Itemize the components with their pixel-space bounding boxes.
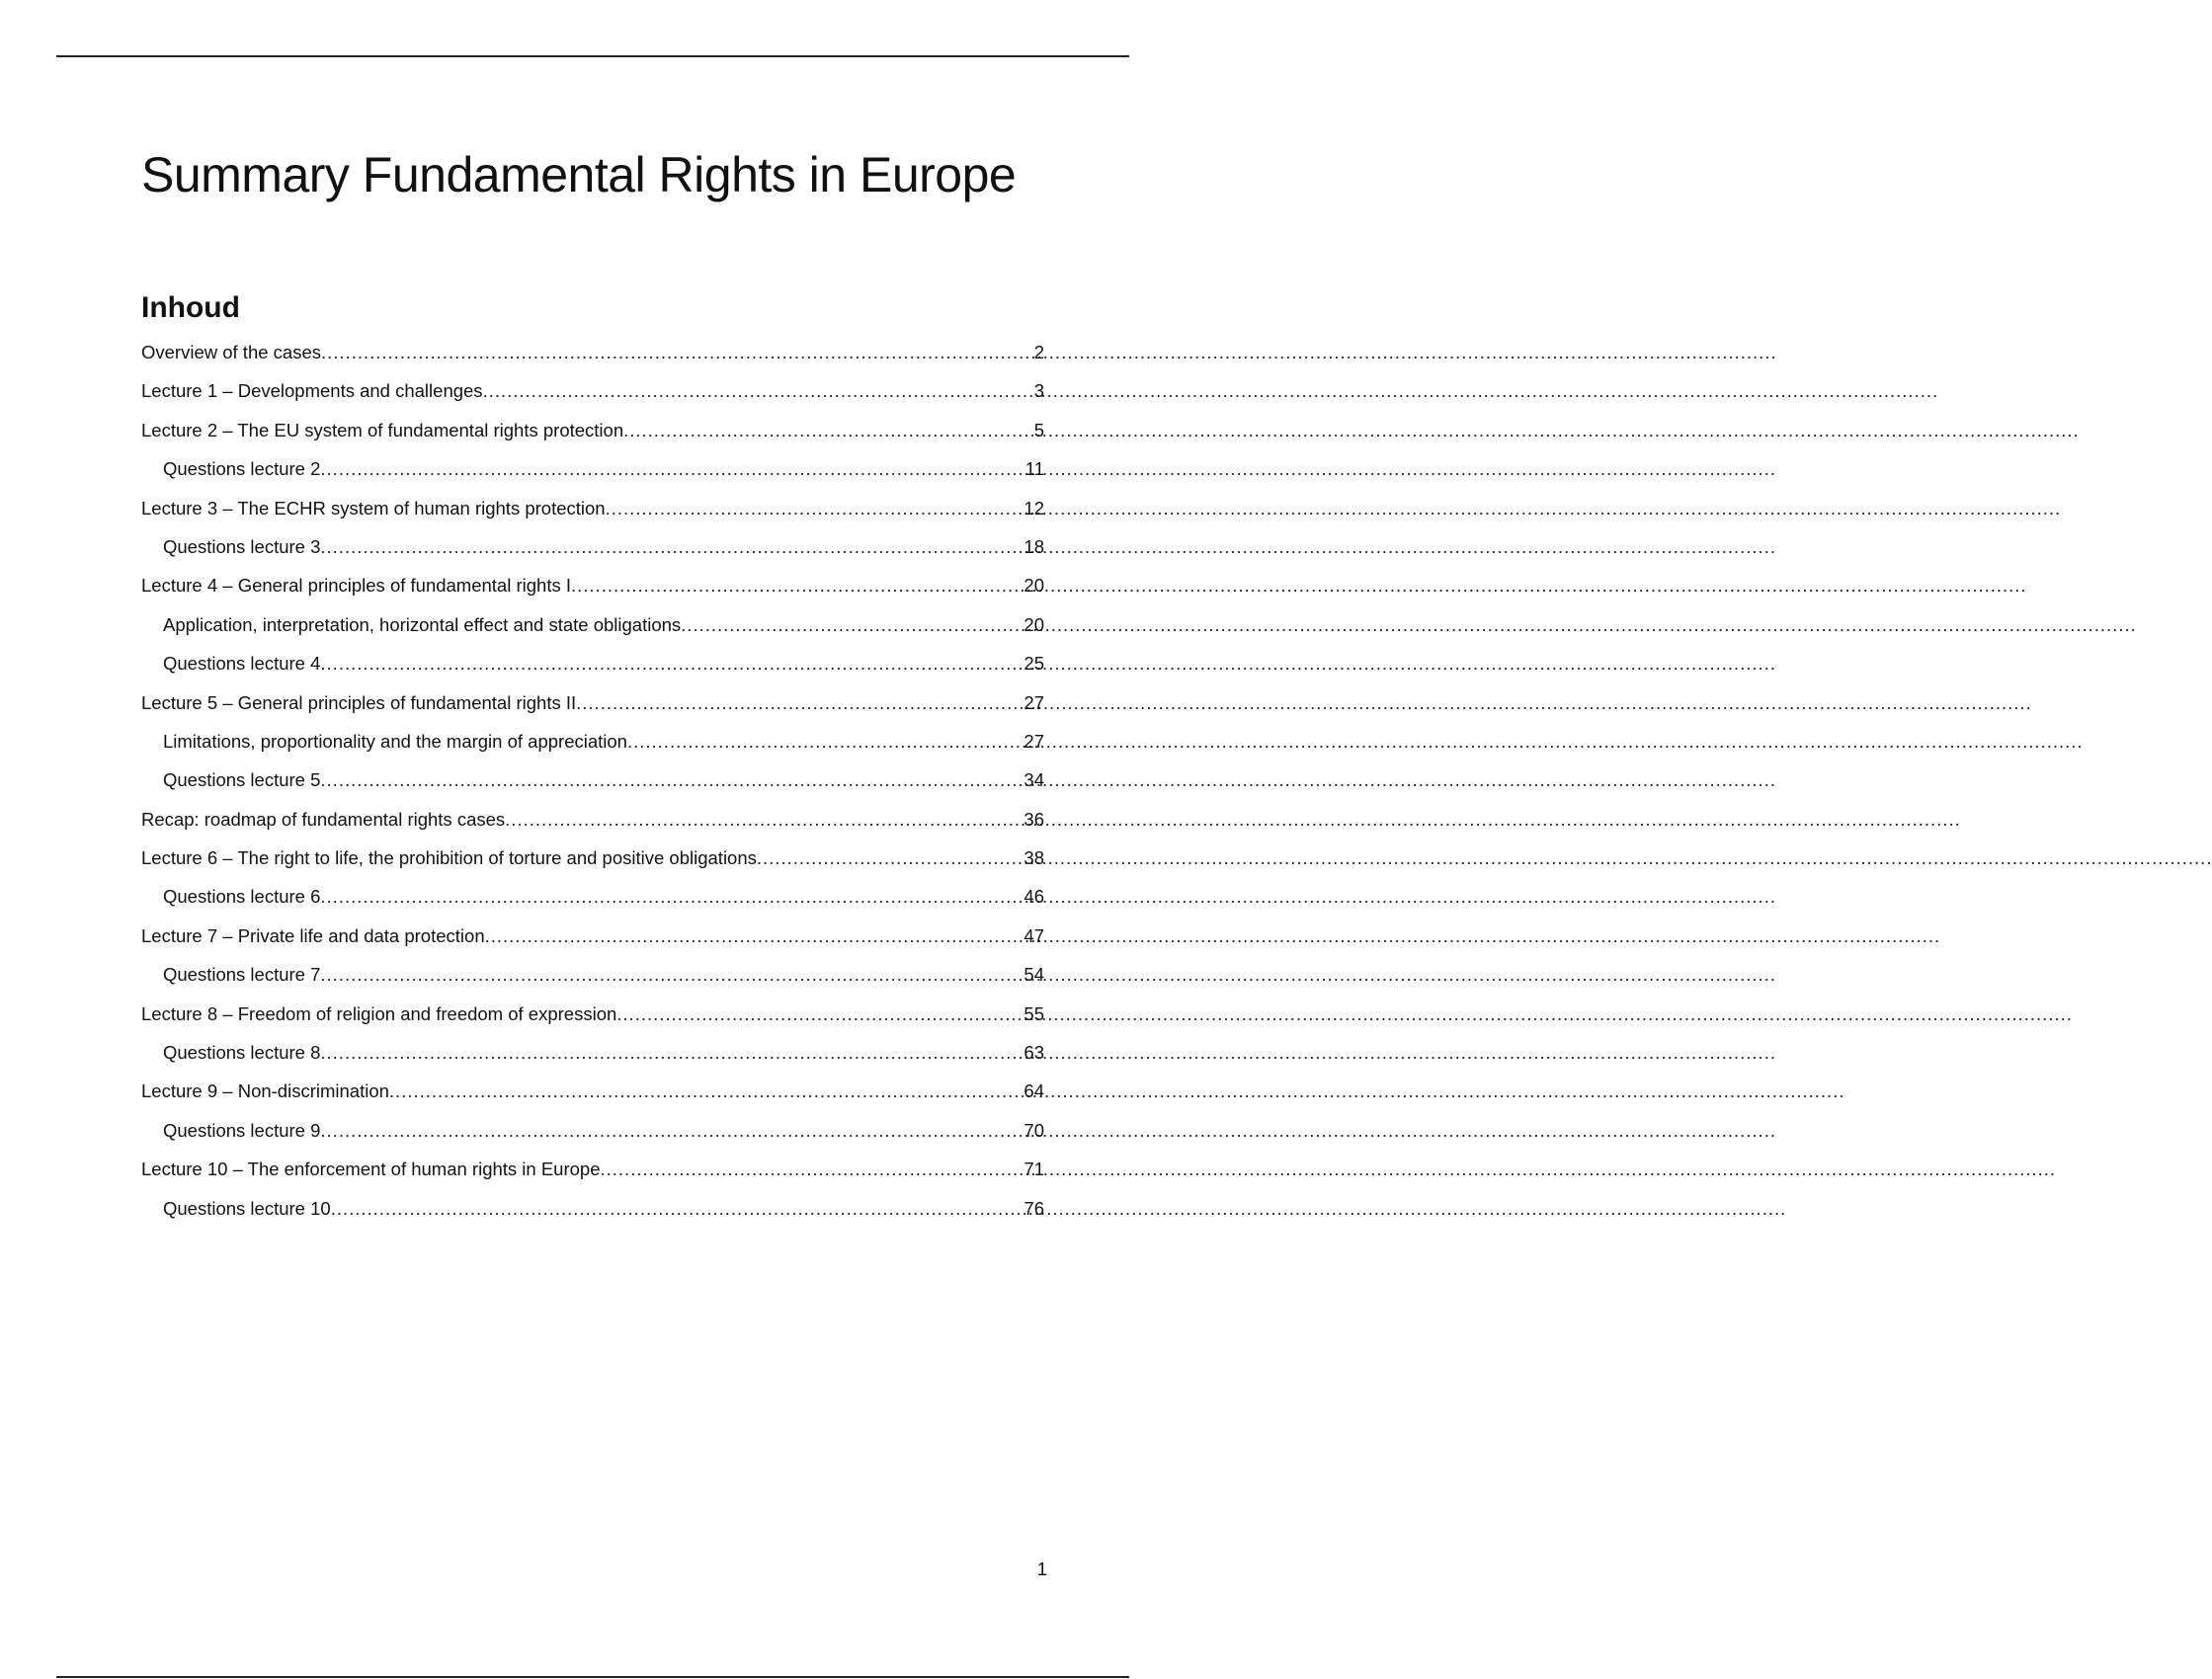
toc-entry-label: Lecture 4 – General principles of fundamental rights I <box>141 575 571 597</box>
toc-subentry[interactable] <box>141 964 1044 1002</box>
toc-leader-dots <box>616 1003 1024 1025</box>
toc-entry[interactable] <box>141 420 1044 458</box>
toc-entry[interactable] <box>141 380 1044 419</box>
toc-leader-dots <box>485 925 1024 947</box>
toc-entry[interactable] <box>141 925 1044 964</box>
toc-entry-label: Lecture 9 – Non-discrimination <box>141 1080 389 1102</box>
toc-leader-dots <box>320 964 1024 986</box>
toc-entry-label: Questions lecture 10 <box>163 1197 331 1219</box>
toc-entry-page: 38 <box>1024 847 1044 869</box>
toc-leader-dots <box>576 692 1024 714</box>
toc-leader-dots <box>320 1120 1024 1142</box>
toc-subentry[interactable] <box>141 886 1044 924</box>
toc-leader-dots <box>606 498 1024 520</box>
footer-rule <box>56 1676 1129 1678</box>
toc-entry-page: 70 <box>1024 1119 1044 1141</box>
toc-subentry[interactable] <box>141 458 1044 497</box>
toc-entry-page: 76 <box>1024 1197 1044 1219</box>
toc-subentry[interactable] <box>141 536 1044 575</box>
toc-entry-page: 20 <box>1024 613 1044 635</box>
toc-entry-page: 63 <box>1024 1042 1044 1064</box>
toc-entry-label: Recap: roadmap of fundamental rights cases <box>141 808 506 830</box>
table-of-contents <box>141 342 1044 1237</box>
toc-subentry[interactable] <box>141 614 1044 653</box>
toc-entry-label: Lecture 5 – General principles of fundamental rights II <box>141 691 577 713</box>
toc-subentry[interactable] <box>141 1120 1044 1159</box>
toc-entry-page: 3 <box>1033 380 1044 402</box>
toc-entry[interactable] <box>141 1080 1044 1119</box>
toc-entry-label: Questions lecture 9 <box>163 1119 321 1141</box>
toc-leader-dots <box>757 847 1024 869</box>
toc-leader-dots <box>320 653 1024 675</box>
toc-entry-page: 64 <box>1024 1080 1044 1102</box>
toc-subentry[interactable] <box>141 731 1044 769</box>
header-rule <box>56 55 1129 57</box>
toc-entry-label: Lecture 10 – The enforcement of human rights in Europe <box>141 1159 601 1180</box>
toc-entry-page: 46 <box>1024 886 1044 908</box>
toc-entry[interactable] <box>141 575 1044 613</box>
toc-entry-label: Application, interpretation, horizontal effect and state obligations <box>163 613 682 635</box>
toc-entry-label: Questions lecture 4 <box>163 653 321 675</box>
toc-entry-page: 11 <box>1024 458 1044 480</box>
toc-leader-dots <box>320 886 1024 908</box>
toc-entry-page: 12 <box>1024 497 1044 519</box>
toc-entry-label: Questions lecture 6 <box>163 886 321 908</box>
toc-entry-page: 71 <box>1024 1159 1044 1180</box>
toc-entry-page: 34 <box>1024 769 1044 791</box>
toc-heading: Inhoud <box>141 291 240 324</box>
toc-entry-page: 2 <box>1033 342 1044 362</box>
toc-entry-label: Questions lecture 3 <box>163 535 321 557</box>
toc-entry-label: Questions lecture 2 <box>163 458 321 480</box>
toc-leader-dots <box>571 575 1024 597</box>
toc-entry-label: Questions lecture 7 <box>163 964 321 986</box>
toc-entry[interactable] <box>141 809 1044 847</box>
toc-leader-dots <box>505 809 1024 831</box>
toc-entry-page: 20 <box>1024 575 1044 597</box>
toc-entry-label: Limitations, proportionality and the margin of appreciation <box>163 730 627 752</box>
toc-leader-dots <box>601 1159 1024 1180</box>
toc-leader-dots <box>320 1042 1024 1064</box>
toc-leader-dots <box>321 342 1034 363</box>
toc-entry-page: 25 <box>1024 653 1044 675</box>
toc-entry-page: 55 <box>1024 1002 1044 1024</box>
toc-entry-label: Lecture 7 – Private life and data protection <box>141 924 485 946</box>
toc-entry-label: Overview of the cases <box>141 342 321 362</box>
toc-entry[interactable] <box>141 498 1044 536</box>
toc-entry[interactable] <box>141 692 1044 731</box>
document-title: Summary Fundamental Rights in Europe <box>141 147 1017 202</box>
toc-entry[interactable] <box>141 847 1044 886</box>
toc-entry[interactable] <box>141 1159 1044 1197</box>
toc-entry-page: 27 <box>1024 691 1044 713</box>
toc-leader-dots <box>320 458 1024 480</box>
toc-entry-page: 54 <box>1024 964 1044 986</box>
toc-leader-dots <box>627 731 1024 753</box>
toc-leader-dots <box>389 1080 1024 1102</box>
toc-leader-dots <box>320 536 1024 558</box>
toc-entry[interactable] <box>141 342 1044 380</box>
toc-entry-label: Lecture 1 – Developments and challenges <box>141 380 483 402</box>
toc-subentry[interactable] <box>141 1042 1044 1080</box>
toc-entry-page: 27 <box>1024 730 1044 752</box>
toc-entry-label: Lecture 8 – Freedom of religion and freedom of expression <box>141 1002 617 1024</box>
toc-entry-page: 47 <box>1024 924 1044 946</box>
toc-leader-dots <box>681 614 1024 636</box>
toc-entry-label: Lecture 2 – The EU system of fundamental rights protection <box>141 419 624 440</box>
toc-entry-page: 5 <box>1033 419 1044 440</box>
toc-entry-label: Questions lecture 8 <box>163 1042 321 1064</box>
toc-entry-label: Lecture 3 – The ECHR system of human rights protection <box>141 497 606 519</box>
toc-entry-label: Lecture 6 – The right to life, the prohibition of torture and positive obligations <box>141 847 757 869</box>
toc-entry-page: 18 <box>1024 535 1044 557</box>
toc-entry[interactable] <box>141 1003 1044 1042</box>
toc-leader-dots <box>483 380 1034 402</box>
toc-leader-dots <box>320 769 1024 791</box>
page-number: 1 <box>1036 1559 1047 1579</box>
toc-entry-label: Questions lecture 5 <box>163 769 321 791</box>
toc-subentry[interactable] <box>141 769 1044 808</box>
toc-subentry[interactable] <box>141 1198 1044 1237</box>
toc-leader-dots <box>623 420 1034 441</box>
toc-entry-page: 36 <box>1024 808 1044 830</box>
toc-leader-dots <box>331 1198 1024 1220</box>
toc-subentry[interactable] <box>141 653 1044 691</box>
